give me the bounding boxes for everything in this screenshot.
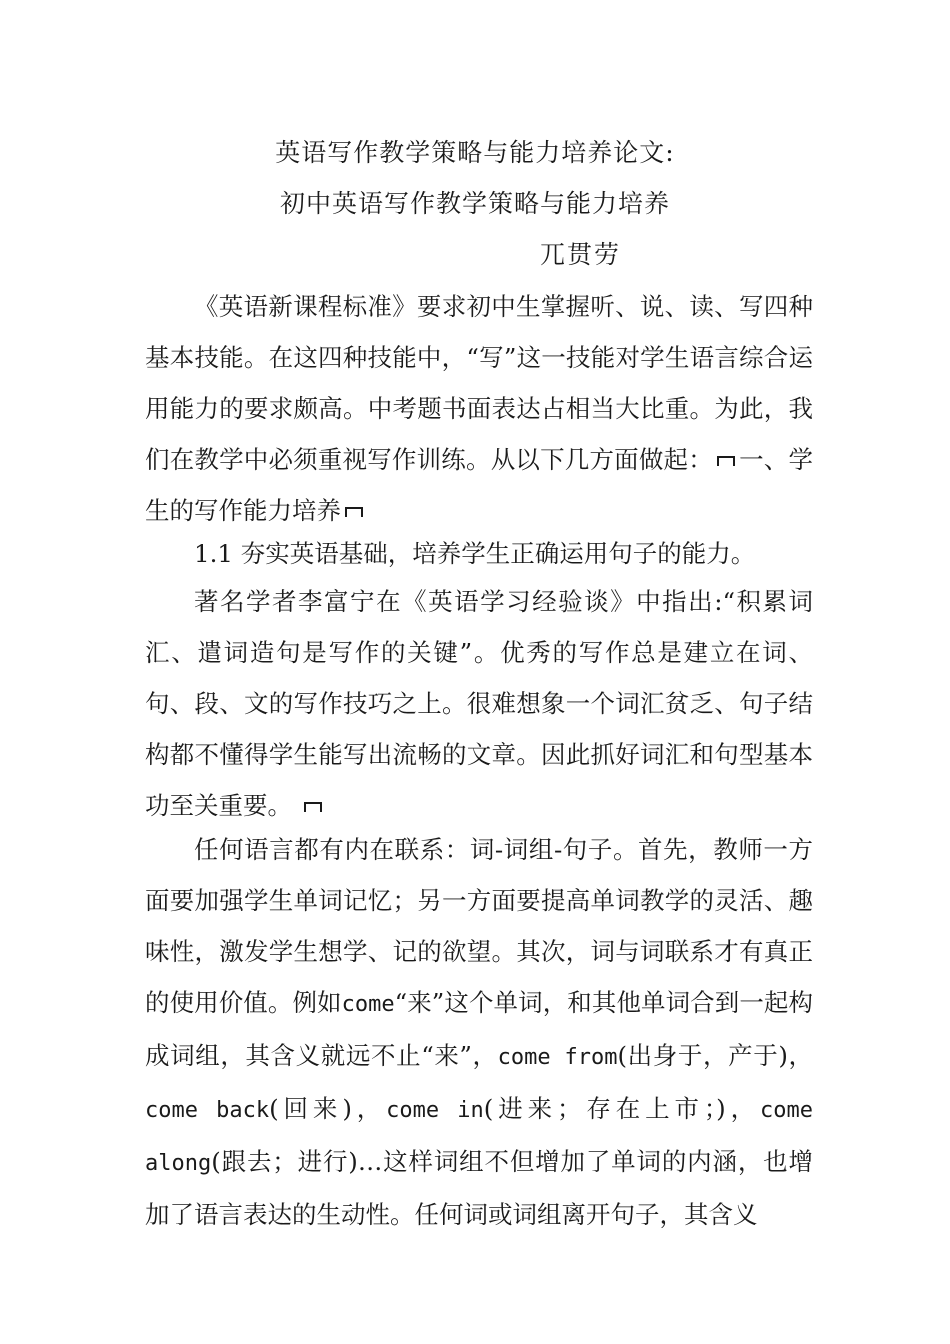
paragraph-4-text-c: (出身于，产于)， xyxy=(617,1041,813,1070)
example-word-come: come xyxy=(341,992,395,1017)
paragraph-4-text-d: (回来)， xyxy=(269,1094,387,1123)
subsection-heading: 1.1 夯实英语基础，培养学生正确运用句子的能力。 xyxy=(194,539,756,568)
example-phrase-come-back: come back xyxy=(145,1098,270,1123)
paragraph-3-text: 著名学者李富宁在《英语学习经验谈》中指出:“积累词汇、遣词造句是写作的关键”。优秀的写作总是建立在词、句、段、文的写作技巧之上。很难想象一个词汇贫乏、句子结构都不懂得学生能写出流畅的文章。因此抓好词汇和句型基本功至关重要。 xyxy=(145,587,813,820)
paragraph-1 xyxy=(145,281,813,536)
section-mark-icon xyxy=(343,507,365,519)
example-phrase-come-from: come from xyxy=(497,1045,618,1070)
section-heading: 一、学生的写作能力培养 xyxy=(145,445,813,525)
paragraph-4-text-b: “来”这个单词，和其他单词合到一起构成词组，其含义就远不止“来”， xyxy=(145,988,813,1070)
paragraph-4-text-a: 任何语言都有内在联系：词-词组-句子。首先，教师一方面要加强学生单词记忆；另一方面要提高单词教学的灵活、趣味性，激发学生想学、记的欲望。其次，词与词联系才有真正的使用价值。例如 xyxy=(145,835,813,1017)
paragraph-1-text: 《英语新课程标准》要求初中生掌握听、说、读、写四种基本技能。在这四种技能中，“写”这一技能对学生语言综合运用能力的要求颇高。中考题书面表达占相当大比重。为此，我们在教学中必须重视写作训练。从以下几方面做起： xyxy=(145,292,813,474)
section-mark-icon xyxy=(302,802,324,814)
example-phrase-come-in: come in xyxy=(386,1098,484,1123)
section-mark-icon xyxy=(715,456,737,468)
title-line-1: 英语写作教学策略与能力培养论文: xyxy=(275,138,675,167)
author-name: 兀贯劳 xyxy=(540,240,622,269)
paragraph-4-text-f: (跟去；进行)…这样词组不但增加了单词的内涵，也增加了语言表达的生动性。任何词或词组离开句子，其含义 xyxy=(145,1147,813,1229)
paragraph-4 xyxy=(145,824,813,1240)
paragraph-3 xyxy=(145,576,813,831)
title-line-2: 初中英语写作教学策略与能力培养 xyxy=(279,189,670,218)
paragraph-2 xyxy=(145,528,813,579)
paragraph-4-text-e: (进来；存在上市；)， xyxy=(483,1094,761,1123)
example-phrase-come-along: come along xyxy=(145,1098,813,1176)
